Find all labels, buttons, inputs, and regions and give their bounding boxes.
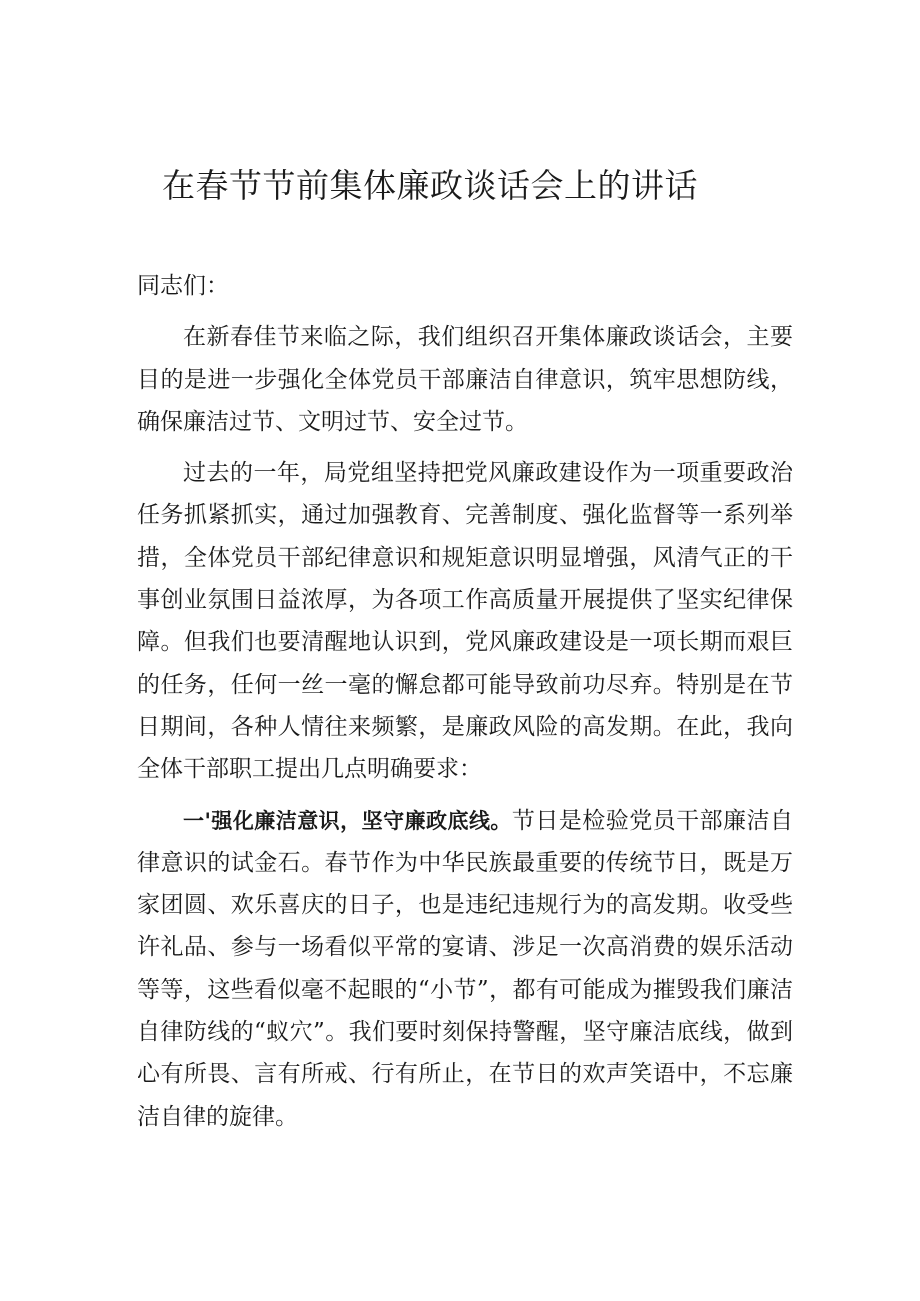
- paragraph-requirement-1: [137, 800, 793, 1138]
- paragraph-opening: [137, 316, 793, 443]
- salutation: 同志们：: [137, 273, 229, 299]
- paragraph-review: [137, 452, 793, 790]
- paragraph-text: 过去的一年，局党组坚持把党风廉政建设作为一项重要政治任务抓紧抓实，通过加强教育、完善制度、强化监督等一系列举措，全体党员干部纪律意识和规矩意识明显增强，风清气正的干事创业氛围日益浓厚，为各项工作高质量开展提供了坚实纪律保障。但我们也要清醒地认识到，党风廉政建设是一项长期而艰巨的任务，任何一丝一毫的懈怠都可能导致前功尽弃。特别是在节日期间，各种人情往来频繁，是廉政风险的高发期。在此，我向全体干部职工提出几点明确要求：: [137, 460, 793, 783]
- paragraph-text: 在新春佳节来临之际，我们组织召开集体廉政谈话会，主要目的是进一步强化全体党员干部廉洁自律意识，筑牢思想防线，确保廉洁过节、文明过节、安全过节。: [137, 324, 793, 435]
- paragraph-heading: 一'强化廉洁意识，坚守廉政底线。: [183, 808, 512, 833]
- paragraph-text: 节日是检验党员干部廉洁自律意识的试金石。春节作为中华民族最重要的传统节日，既是万家团圆、欢乐喜庆的日子，也是违纪违规行为的高发期。收受些许礼品、参与一场看似平常的宴请、涉足一次高消费的娱乐活动等等，这些看似毫不起眼的“小节”，都有可能成为摧毁我们廉洁自律防线的“蚁穴”。我们要时刻保持警醒，坚守廉洁底线，做到心有所畏、言有所戒、行有所止，在节日的欢声笑语中，不忘廉洁自律的旋律。: [137, 807, 793, 1130]
- document-title: 在春节节前集体廉政谈话会上的讲话: [162, 166, 698, 205]
- document-body: [137, 265, 793, 1147]
